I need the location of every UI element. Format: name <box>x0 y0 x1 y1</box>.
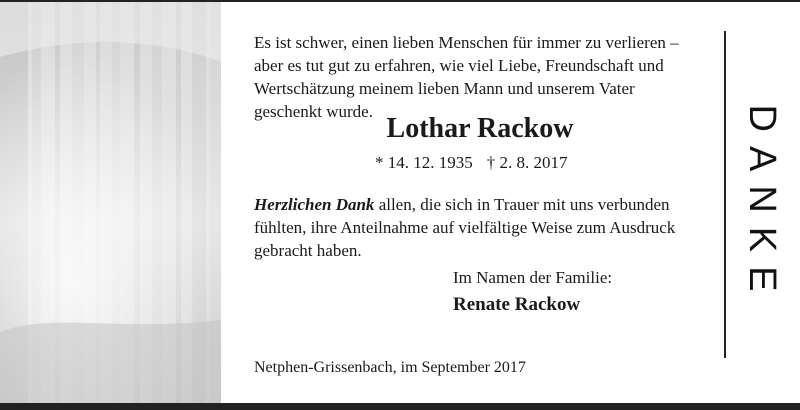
life-dates <box>375 152 568 174</box>
deceased-name: Lothar Rackow <box>386 113 574 144</box>
thanks-emphasis: Herzlichen Dank <box>254 195 375 214</box>
thanks-paragraph <box>254 193 706 262</box>
family-label: Im Namen der Familie: <box>453 268 613 287</box>
place-and-date: Netphen-Grissenbach, im September 2017 <box>254 359 526 376</box>
forest-image <box>0 2 221 403</box>
family-signature-name: Renate Rackow <box>453 294 581 315</box>
death-date: † 2. 8. 2017 <box>486 153 568 172</box>
intro-paragraph <box>254 31 706 123</box>
intro-line-4: geschenkt wurde. <box>254 102 373 121</box>
thanks-line-3: gebracht haben. <box>254 241 362 260</box>
vertical-divider <box>724 31 726 358</box>
thanks-line-1-rest: allen, die sich in Trauer mit uns verbunden <box>374 195 670 214</box>
birth-date: * 14. 12. 1935 <box>375 153 473 172</box>
thanks-line-1 <box>254 193 706 216</box>
bottom-border <box>0 403 800 410</box>
intro-line-3: Wertschätzung meinem lieben Mann und unserem Vater <box>254 79 635 98</box>
intro-line-1: Es ist schwer, einen lieben Menschen für immer zu verlieren – <box>254 33 679 52</box>
forest-photo <box>0 2 221 403</box>
thanks-line-2: fühlten, ihre Anteilnahme auf vielfältige Weise zum Ausdruck <box>254 218 676 237</box>
intro-line-2: aber es tut gut zu erfahren, wie viel Liebe, Freundschaft und <box>254 56 664 75</box>
danke-vertical-title: DANKE <box>741 104 783 306</box>
